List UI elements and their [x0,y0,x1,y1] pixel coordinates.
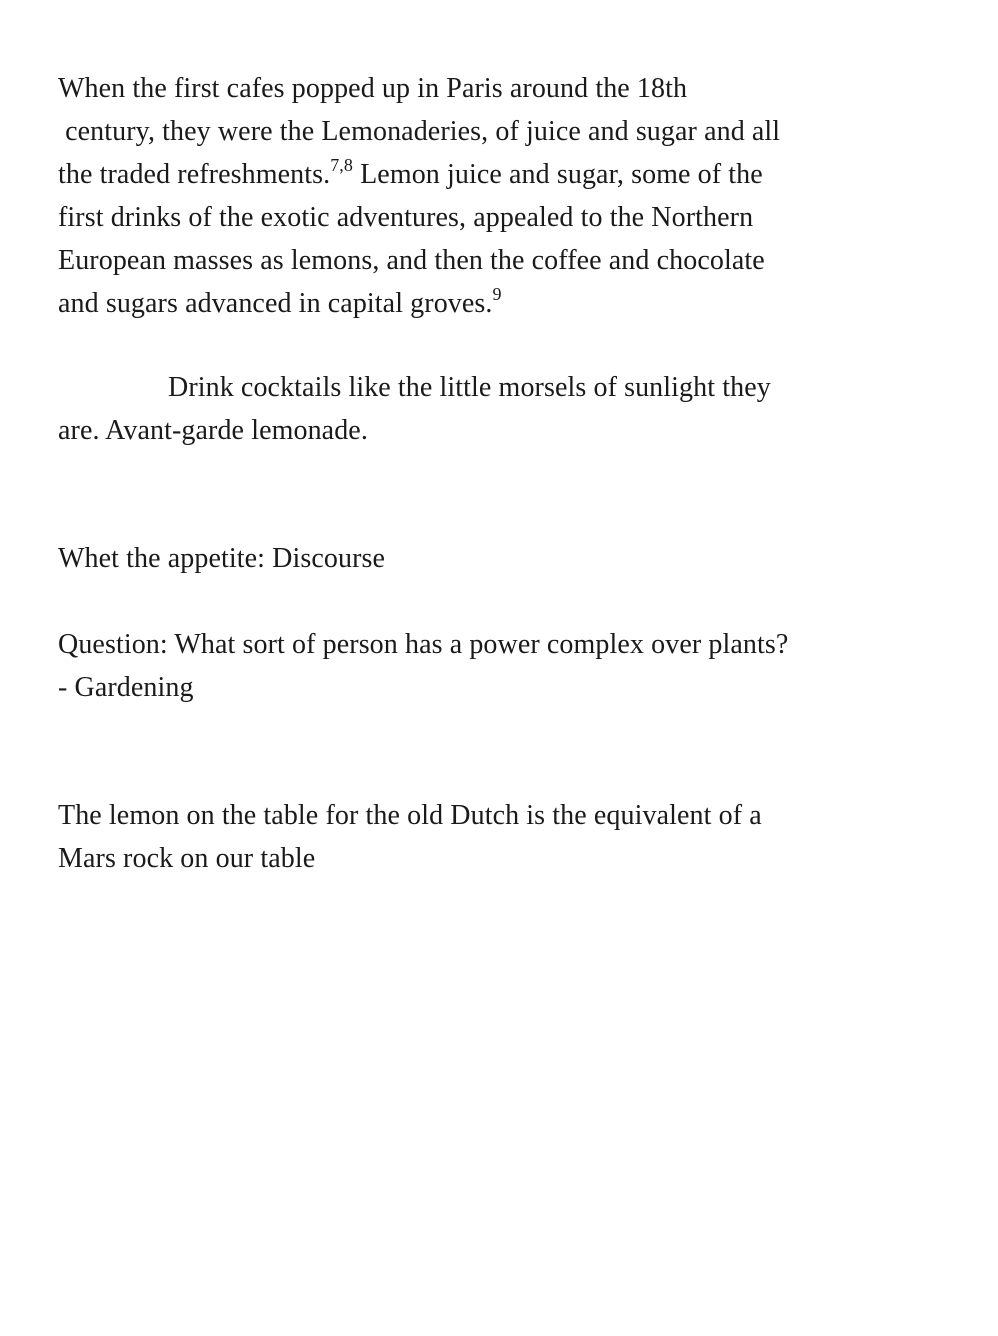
section-heading [58,537,878,580]
text-line: are. Avant-garde lemonade. [58,415,368,446]
question-text: Question: What sort of person has a power complex over plants? [58,629,789,660]
text-line: The lemon on the table for the old Dutch is the equivalent of a [58,800,762,831]
text-line: European masses as lemons, and then the coffee and chocolate [58,245,765,276]
answer-text: - Gardening [58,672,194,703]
text-fragment: Lemon juice and sugar, some of the [353,159,763,190]
question-block [58,623,878,709]
text-fragment: and sugars advanced in capital groves. [58,288,493,319]
text-line: first drinks of the exotic adventures, appealed to the Northern [58,202,754,233]
text-line: century, they were the Lemonaderies, of juice and sugar and all [58,116,781,147]
text-line [58,153,878,196]
footnote-ref: 7,8 [330,154,353,175]
text-line: Drink cocktails like the little morsels of sunlight they [168,372,771,403]
text-fragment: the traded refreshments. [58,159,331,190]
footnote-ref: 9 [492,283,502,304]
closing-paragraph [58,794,878,880]
text-line: Mars rock on our table [58,843,316,874]
text-line [58,282,878,325]
text-line: When the first cafes popped up in Paris around the 18th [58,73,688,104]
cocktail-paragraph [58,366,878,452]
history-paragraph [58,67,878,325]
heading-text: Whet the appetite: Discourse [58,543,386,574]
